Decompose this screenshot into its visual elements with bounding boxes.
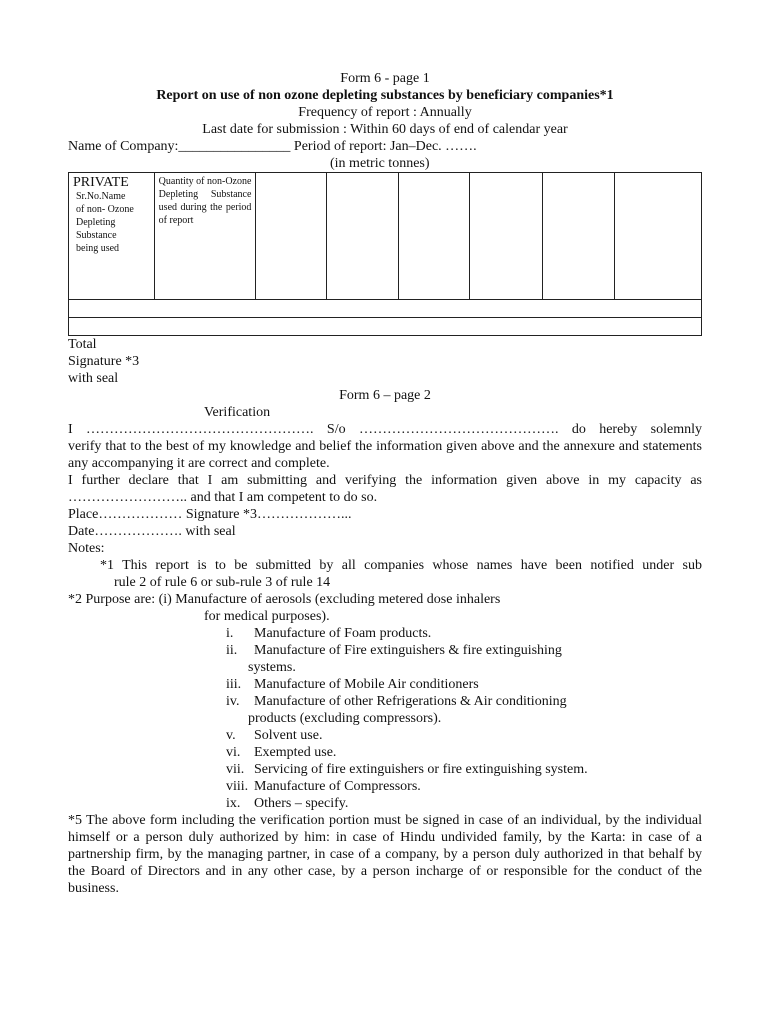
company-period-row bbox=[68, 138, 702, 155]
note-5: *5 The above form including the verification portion must be signed in case of an individual, by the individual himself or a person duly authorized by him: in case of Hindu undivided family, by the Karta: in case of a partnership firm, by the managing partner, in case of a company, by a person duly authorized in that behalf by the Board of Directors and in any other case, by a person incharge of or responsible for the conduct of the business. bbox=[68, 813, 702, 896]
list-item-text: Others – specify. bbox=[254, 796, 349, 811]
table-cell-blank[interactable] bbox=[399, 173, 470, 300]
declaration-line: I further declare that I am submitting and verifying the information given above in my capacity as bbox=[68, 473, 702, 488]
date-line: Date………………. with seal bbox=[68, 524, 236, 539]
verification-line-i: I …………………………………………. S/o ……………………………………. do hereby solemnly bbox=[68, 422, 702, 437]
document-page bbox=[68, 70, 702, 897]
verification-paragraph: verify that to the best of my knowledge and belief the information given above and the annexure and statements any accompanying it are correct and complete. bbox=[68, 439, 702, 471]
table-header-row bbox=[69, 173, 702, 300]
signature-label: Signature *3 bbox=[68, 354, 140, 369]
last-date-line: Last date for submission : Within 60 days of end of calendar year bbox=[202, 122, 568, 137]
substance-table bbox=[68, 172, 702, 336]
table-cell-blank[interactable] bbox=[69, 300, 702, 318]
list-item-number: iii. bbox=[226, 677, 242, 692]
list-item-number: ix. bbox=[226, 796, 241, 811]
list-item-number: v. bbox=[226, 728, 236, 743]
list-item-number: vii. bbox=[226, 762, 245, 777]
report-title: Report on use of non ozone depleting substances by beneficiary companies*1 bbox=[156, 88, 614, 103]
table-cell-blank[interactable] bbox=[69, 318, 702, 336]
substance-name-header: Sr.No.Name of non- Ozone Depleting Substance being used bbox=[76, 191, 134, 254]
quantity-header: Quantity of non-Ozone Depleting Substance used during the period of report bbox=[154, 173, 256, 300]
list-item bbox=[226, 795, 702, 812]
period-of-report: Period of report: Jan–Dec. ……. bbox=[293, 139, 477, 154]
table-cell-blank[interactable] bbox=[326, 173, 398, 300]
table-cell-blank[interactable] bbox=[470, 173, 542, 300]
notes-heading: Notes: bbox=[68, 541, 105, 556]
note-2-line-2: for medical purposes). bbox=[204, 609, 330, 624]
verification-heading: Verification bbox=[204, 405, 271, 420]
frequency-line: Frequency of report : Annually bbox=[298, 105, 472, 120]
capacity-line: …………………….. and that I am competent to do so. bbox=[68, 490, 378, 505]
list-item-text: Manufacture of Foam products. bbox=[254, 626, 432, 641]
list-item-number: vi. bbox=[226, 745, 241, 760]
private-label: PRIVATE bbox=[73, 175, 129, 190]
list-item-text-cont: products (excluding compressors). bbox=[248, 711, 442, 726]
table-cell-blank[interactable] bbox=[256, 173, 326, 300]
list-item bbox=[226, 761, 702, 778]
table-cell-blank[interactable] bbox=[542, 173, 614, 300]
list-item bbox=[226, 642, 702, 676]
table-cell-blank[interactable] bbox=[614, 173, 701, 300]
list-item bbox=[226, 676, 702, 693]
list-item-number: iv. bbox=[226, 694, 240, 709]
form-page-1-label: Form 6 - page 1 bbox=[340, 71, 430, 86]
list-item-text: Solvent use. bbox=[254, 728, 323, 743]
table-row bbox=[69, 318, 702, 336]
note-1-line-1: *1 This report is to be submitted by all companies whose names have been notified under sub bbox=[100, 558, 702, 573]
list-item-text: Exempted use. bbox=[254, 745, 337, 760]
with-seal-label: with seal bbox=[68, 371, 119, 386]
table-cell-substance-name bbox=[69, 173, 155, 300]
total-label: Total bbox=[68, 337, 97, 352]
list-item-text-cont: systems. bbox=[248, 660, 296, 675]
units-label: (in metric tonnes) bbox=[330, 156, 430, 171]
list-item-text: Manufacture of Fire extinguishers & fire extinguishing bbox=[254, 643, 562, 658]
table-row bbox=[69, 300, 702, 318]
list-item-text: Manufacture of Compressors. bbox=[254, 779, 421, 794]
list-item bbox=[226, 727, 702, 744]
purposes-list bbox=[68, 625, 702, 812]
list-item bbox=[226, 778, 702, 795]
list-item-number: viii. bbox=[226, 779, 249, 794]
list-item-text: Manufacture of other Refrigerations & Air conditioning bbox=[254, 694, 567, 709]
list-item bbox=[226, 625, 702, 642]
list-item-number: i. bbox=[226, 626, 234, 641]
note-2-line-1: *2 Purpose are: (i) Manufacture of aerosols (excluding metered dose inhalers bbox=[68, 592, 501, 607]
note-1-line-2: rule 2 of rule 6 or sub-rule 3 of rule 14 bbox=[114, 575, 331, 590]
form-page-2-label: Form 6 – page 2 bbox=[339, 388, 431, 403]
list-item-text: Servicing of fire extinguishers or fire extinguishing system. bbox=[254, 762, 588, 777]
name-of-company-field[interactable]: Name of Company:________________ bbox=[68, 139, 291, 154]
note-1 bbox=[68, 557, 702, 591]
list-item-number: ii. bbox=[226, 643, 238, 658]
list-item bbox=[226, 693, 702, 727]
list-item-text: Manufacture of Mobile Air conditioners bbox=[254, 677, 479, 692]
place-signature-line: Place……………… Signature *3………………... bbox=[68, 507, 352, 522]
list-item bbox=[226, 744, 702, 761]
